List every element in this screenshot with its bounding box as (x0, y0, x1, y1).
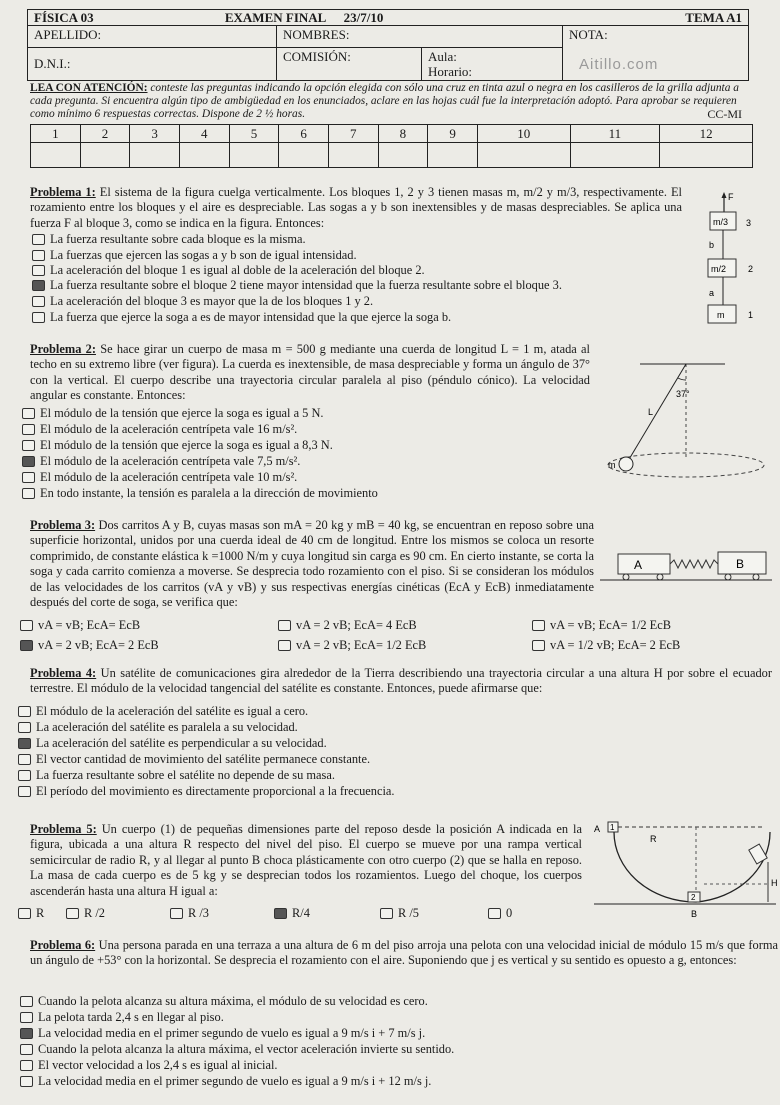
checkbox[interactable] (32, 234, 45, 245)
option-label: En todo instante, la tensión es paralela a la dirección de movimiento (40, 486, 378, 500)
option-label: vA = 1/2 vB; EcA= 2 EcB (550, 638, 681, 652)
length-label: L (648, 407, 654, 417)
checked-checkbox[interactable] (32, 280, 45, 291)
problem-2-option-2[interactable] (22, 422, 297, 437)
option-label: Cuando la pelota alcanza su altura máxima, el módulo de su velocidad es cero. (38, 994, 428, 1008)
problem-3-title: Problema 3: (30, 518, 96, 532)
comision-label: COMISIÓN: (283, 49, 351, 65)
problem-1-option-5[interactable] (32, 294, 373, 309)
option-label: vA = 2 vB; EcA= 4 EcB (296, 618, 417, 632)
answer-grid (30, 124, 753, 168)
problem-2-option-4[interactable] (22, 454, 300, 469)
checkbox[interactable] (380, 908, 393, 919)
grid-header-1: 1 (31, 125, 81, 143)
option-label: R /5 (398, 906, 419, 920)
nota-label: NOTA: (569, 27, 608, 43)
grid-header-5: 5 (229, 125, 279, 143)
option-label: R (36, 906, 45, 920)
grid-header-2: 2 (80, 125, 130, 143)
option-label: La aceleración del satélite es paralela a su velocidad. (36, 720, 298, 734)
checkbox[interactable] (32, 312, 45, 323)
checkbox[interactable] (532, 620, 545, 631)
option-label: Cuando la pelota alcanza la altura máxima, el vector aceleración invierte su sentido. (38, 1042, 455, 1056)
problem-1-title: Problema 1: (30, 185, 96, 199)
title-row (28, 10, 749, 26)
nota-field[interactable] (563, 26, 749, 81)
nombres-label: NOMBRES: (283, 27, 350, 43)
figure-conical-pendulum (600, 358, 770, 488)
notice-body: conteste las preguntas indicando la opción elegida con sólo una cruz en tinta azul o negra en los casilleros de la grilla adjunta a cada pregunta. Si encuentra algún tipo de ambigüedad en los enunciados, aclare en las hojas cuál fue la interpretación adoptó. Para aprobar se requieren como mínimo 6 respuestas correctas. Dispone de 2 ½ horas. (30, 82, 739, 120)
problem-4-option-5[interactable] (18, 768, 335, 783)
notice-lead: LEA CON ATENCIÓN: (30, 82, 148, 94)
grid-answer-cell-5[interactable] (229, 143, 279, 168)
checkbox[interactable] (20, 996, 33, 1007)
block3-label: m/3 (713, 217, 729, 227)
problem-6-option-2[interactable] (20, 1010, 224, 1025)
radius-label: R (650, 834, 657, 844)
exam-label: EXAMEN FINAL (224, 10, 327, 25)
problem-1-option-3[interactable] (32, 263, 425, 278)
checkbox[interactable] (20, 1060, 33, 1071)
problem-6-statement (30, 938, 778, 969)
problem-4-text: Un satélite de comunicaciones gira alrededor de la Tierra describiendo una trayectoria circular a una altura H por sobre el ecuador terrestre. El módulo de la velocidad tangencial del satélite es constante. Entonces, puede afirmarse que: (30, 666, 773, 696)
body2-label: 2 (691, 893, 696, 902)
tema-label: TEMA A1 (685, 10, 742, 25)
problem-2-option-5[interactable] (22, 470, 297, 485)
problem-2-statement (30, 342, 590, 404)
option-label: La velocidad media en el primer segundo de vuelo es igual a 9 m/s i + 7 m/s j. (38, 1026, 426, 1040)
problem-3-option-6[interactable] (532, 638, 680, 653)
problem-6-option-1[interactable] (20, 994, 428, 1009)
problem-2-option-3[interactable] (22, 438, 333, 453)
block2-number: 2 (748, 264, 754, 274)
grid-header-3: 3 (130, 125, 180, 143)
problem-3-text: Dos carritos A y B, cuyas masas son mA = 20 kg y mB = 40 kg, se encuentran en reposo sobre una superficie horizontal, unidos por una cuerda ideal de 40 cm de longitud. Entre los mismos se coloca un resorte comprimido, de constante elástica k =1000 N/m y cuya longitud sin carga es 90 cm. En cierto instante, se corta la soga y cada carrito comienza a moverse. Se desprecia todo rozamiento con el piso. Si se consideran los módulos de las velocidades de los carritos (vA y vB) y sus respectivas energías cinéticas (EcA y EcB) inmediatamente después del corte de soga, se verifica que: (30, 518, 594, 610)
grid-answer-cell-10[interactable] (477, 143, 570, 168)
apellido-label: APELLIDO: (34, 27, 102, 43)
problem-4-option-6[interactable] (18, 784, 395, 799)
checkbox[interactable] (278, 640, 291, 651)
instructions-notice (30, 82, 748, 121)
grid-answer-cell-4[interactable] (179, 143, 229, 168)
option-label: El módulo de la tensión que ejerce la soga es igual a 8,3 N. (40, 438, 333, 452)
rope-a-label: a (709, 288, 715, 298)
problem-4-option-1[interactable] (18, 704, 308, 719)
grid-answer-cell-1[interactable] (31, 143, 81, 168)
exam-date: 23/7/10 (343, 10, 384, 25)
option-label: La fuerza resultante sobre el bloque 2 tiene mayor intensidad que la fuerza resultante sobre el bloque 3. (50, 278, 562, 292)
checkbox[interactable] (18, 786, 31, 797)
checkbox[interactable] (22, 488, 35, 499)
checkbox[interactable] (32, 265, 45, 276)
problem-1-statement (30, 185, 682, 231)
problem-5-option-5[interactable] (380, 906, 419, 921)
problem-3-option-2[interactable] (278, 618, 417, 633)
checkbox[interactable] (20, 1044, 33, 1055)
checked-checkbox[interactable] (20, 640, 33, 651)
option-label: R /2 (84, 906, 105, 920)
nombres-field[interactable] (277, 26, 563, 48)
checkbox[interactable] (22, 440, 35, 451)
rope-b-label: b (709, 240, 715, 250)
problem-5-title: Problema 5: (30, 822, 97, 836)
cart-a-label: A (634, 558, 643, 572)
option-label: La aceleración del bloque 1 es igual al doble de la aceleración del bloque 2. (50, 263, 425, 277)
angle-label: 37° (676, 389, 690, 399)
option-label: El módulo de la tensión que ejerce la soga es igual a 5 N. (40, 406, 324, 420)
problem-4-statement (30, 666, 772, 697)
aula-label: Aula: (428, 49, 457, 65)
comision-field[interactable] (277, 48, 422, 81)
problem-2-option-6[interactable] (22, 486, 378, 501)
problem-1-option-4[interactable] (32, 278, 562, 293)
problem-4-option-4[interactable] (18, 752, 370, 767)
checkbox[interactable] (20, 1012, 33, 1023)
block2-label: m/2 (711, 264, 727, 274)
checkbox[interactable] (488, 908, 501, 919)
grid-header-10: 10 (477, 125, 570, 143)
checkbox[interactable] (18, 722, 31, 733)
block1-label: m (717, 310, 725, 320)
problem-4-option-3[interactable] (18, 736, 327, 751)
checkbox[interactable] (20, 1076, 33, 1087)
point-a-label: A (594, 824, 601, 834)
option-label: La fuerza resultante sobre el satélite no depende de su masa. (36, 768, 335, 782)
figure-ramp (592, 818, 778, 922)
checkbox[interactable] (22, 408, 35, 419)
option-label: La velocidad media en el primer segundo de vuelo es igual a 9 m/s i + 12 m/s j. (38, 1074, 432, 1088)
problem-3-option-1[interactable] (20, 618, 140, 633)
checkbox[interactable] (22, 472, 35, 483)
option-label: El módulo de la aceleración del satélite es igual a cero. (36, 704, 309, 718)
watermark: Aitillo.com (579, 55, 659, 73)
option-label: El módulo de la aceleración centrípeta vale 10 m/s². (40, 470, 298, 484)
checkbox[interactable] (20, 620, 33, 631)
cart-b-label: B (736, 557, 745, 571)
checkbox[interactable] (18, 770, 31, 781)
problem-5-option-6[interactable] (488, 906, 512, 921)
problem-1-option-6[interactable] (32, 310, 451, 325)
point-b-label: B (691, 909, 698, 919)
grid-answer-cell-2[interactable] (80, 143, 130, 168)
checked-checkbox[interactable] (22, 456, 35, 467)
option-label: vA = 2 vB; EcA= 2 EcB (38, 638, 159, 652)
option-label: 0 (506, 906, 513, 920)
figure-carts (596, 548, 774, 586)
problem-5-statement (30, 822, 582, 899)
problem-6-text: Una persona parada en una terraza a una altura de 6 m del piso arroja una pelota con una velocidad inicial de módulo 15 m/s que forma un ángulo de +53° con la horizontal. Se desprecia el rozamiento con el aire. Suponiendo que j es vertical y su sentido es opuesto a g, entonces: (30, 938, 779, 968)
mass-label: m (608, 460, 616, 470)
option-label: La aceleración del satélite es perpendicular a su velocidad. (36, 736, 327, 750)
force-label: F (728, 192, 734, 202)
grid-answer-cell-9[interactable] (428, 143, 478, 168)
grid-header-6: 6 (279, 125, 329, 143)
checked-checkbox[interactable] (18, 738, 31, 749)
problem-5-option-1[interactable] (18, 906, 44, 921)
figure-hanging-blocks (700, 190, 770, 328)
dni-field[interactable] (28, 48, 277, 81)
checkbox[interactable] (18, 908, 31, 919)
option-label: vA = 2 vB; EcA= 1/2 EcB (296, 638, 427, 652)
checkbox[interactable] (532, 640, 545, 651)
option-label: vA = vB; EcA= 1/2 EcB (550, 618, 672, 632)
checkbox[interactable] (22, 424, 35, 435)
notice-code: CC-MI (707, 107, 742, 121)
grid-answer-cell-11[interactable] (570, 143, 660, 168)
grid-answer-cell-12[interactable] (660, 143, 753, 168)
option-label: R /3 (188, 906, 209, 920)
grid-header-8: 8 (378, 125, 428, 143)
checkbox[interactable] (278, 620, 291, 631)
checkbox[interactable] (32, 250, 45, 261)
problem-5-option-2[interactable] (66, 906, 105, 921)
option-label: vA = vB; EcA= EcB (38, 618, 141, 632)
apellido-field[interactable] (28, 26, 277, 48)
problem-6-title: Problema 6: (30, 938, 96, 952)
body1-label: 1 (610, 823, 615, 832)
option-label: El módulo de la aceleración centrípeta vale 16 m/s². (40, 422, 298, 436)
checkbox[interactable] (32, 296, 45, 307)
height-label: H (771, 878, 778, 888)
grid-answer-cell-7[interactable] (328, 143, 378, 168)
problem-3-option-5[interactable] (278, 638, 426, 653)
block3-number: 3 (746, 218, 752, 228)
option-label: La fuerzas que ejercen las sogas a y b son de igual intensidad. (50, 248, 357, 262)
option-label: El módulo de la aceleración centrípeta vale 7,5 m/s². (40, 454, 301, 468)
option-label: El período del movimiento es directamente proporcional a la frecuencia. (36, 784, 395, 798)
block1-number: 1 (748, 310, 754, 320)
grid-header-7: 7 (328, 125, 378, 143)
grid-answer-cell-6[interactable] (279, 143, 329, 168)
problem-4-title: Problema 4: (30, 666, 97, 680)
option-label: El vector velocidad a los 2,4 s es igual al inicial. (38, 1058, 278, 1072)
problem-4-option-2[interactable] (18, 720, 298, 735)
problem-6-option-3[interactable] (20, 1026, 425, 1041)
grid-header-12: 12 (660, 125, 753, 143)
problem-5-text: Un cuerpo (1) de pequeñas dimensiones parte del reposo desde la posición A indicada en la figura, ubicada a una altura R respecto del nivel del piso. El cuerpo se mueve por una rampa vertical semicircular de radio R, y al llegar al punto B choca plásticamente con otro cuerpo (2) que se halla en reposo. La masa de cada cuerpo es de 5 kg y se desprecian todos los rozamientos. Luego del choque, los cuerpos ascenderán hasta una altura H igual a: (30, 822, 583, 898)
problem-1-text: El sistema de la figura cuelga verticalmente. Los bloques 1, 2 y 3 tienen masas m, m/2 y m/3, respectivamente. El rozamiento entre los bloques y el aire es despreciable. Las sogas a y b son inextensibles y de masas despreciables. Se aplica una fuerza F al bloque 3, como se indica en la figura. Entonces: (30, 185, 682, 230)
grid-header-4: 4 (179, 125, 229, 143)
problem-5-option-4[interactable] (274, 906, 310, 921)
grid-header-11: 11 (570, 125, 660, 143)
option-label: La fuerza resultante sobre cada bloque es la misma. (50, 232, 306, 246)
grid-header-9: 9 (428, 125, 478, 143)
option-label: La aceleración del bloque 3 es mayor que la de los bloques 1 y 2. (50, 294, 374, 308)
checked-checkbox[interactable] (20, 1028, 33, 1039)
checked-checkbox[interactable] (274, 908, 287, 919)
aula-horario-field[interactable] (422, 48, 563, 81)
option-label: R/4 (292, 906, 310, 920)
problem-2-text: Se hace girar un cuerpo de masa m = 500 g mediante una cuerda de longitud L = 1 m, atada al techo en su extremo libre (ver figura). La cuerda es inextensible, de masa despreciable y forma un ángulo de 37° con la vertical. El cuerpo describe una trayectoria circular paralela al piso (péndulo cónico). La velocidad angular es constante. Entonces: (30, 342, 590, 403)
problem-5-option-3[interactable] (170, 906, 209, 921)
problem-6-option-5[interactable] (20, 1058, 277, 1073)
checkbox[interactable] (18, 754, 31, 765)
problem-6-option-6[interactable] (20, 1074, 431, 1089)
option-label: El vector cantidad de movimiento del satélite permanece constante. (36, 752, 371, 766)
problem-2-option-1[interactable] (22, 406, 324, 421)
subject-label: FÍSICA 03 (34, 10, 94, 25)
checkbox[interactable] (170, 908, 183, 919)
problem-1-option-2[interactable] (32, 248, 357, 263)
option-label: La pelota tarda 2,4 s en llegar al piso. (38, 1010, 224, 1024)
problem-3-option-4[interactable] (20, 638, 159, 653)
checkbox[interactable] (66, 908, 79, 919)
horario-label: Horario: (428, 64, 473, 80)
checkbox[interactable] (18, 706, 31, 717)
option-label: La fuerza que ejerce la soga a es de mayor intensidad que la que ejerce la soga b. (50, 310, 452, 324)
problem-6-option-4[interactable] (20, 1042, 454, 1057)
problem-2-title: Problema 2: (30, 342, 96, 356)
dni-label: D.N.I.: (34, 56, 71, 72)
exam-header-form (27, 9, 749, 81)
problem-1-option-1[interactable] (32, 232, 306, 247)
problem-3-option-3[interactable] (532, 618, 671, 633)
grid-answer-cell-3[interactable] (130, 143, 180, 168)
grid-answer-cell-8[interactable] (378, 143, 428, 168)
